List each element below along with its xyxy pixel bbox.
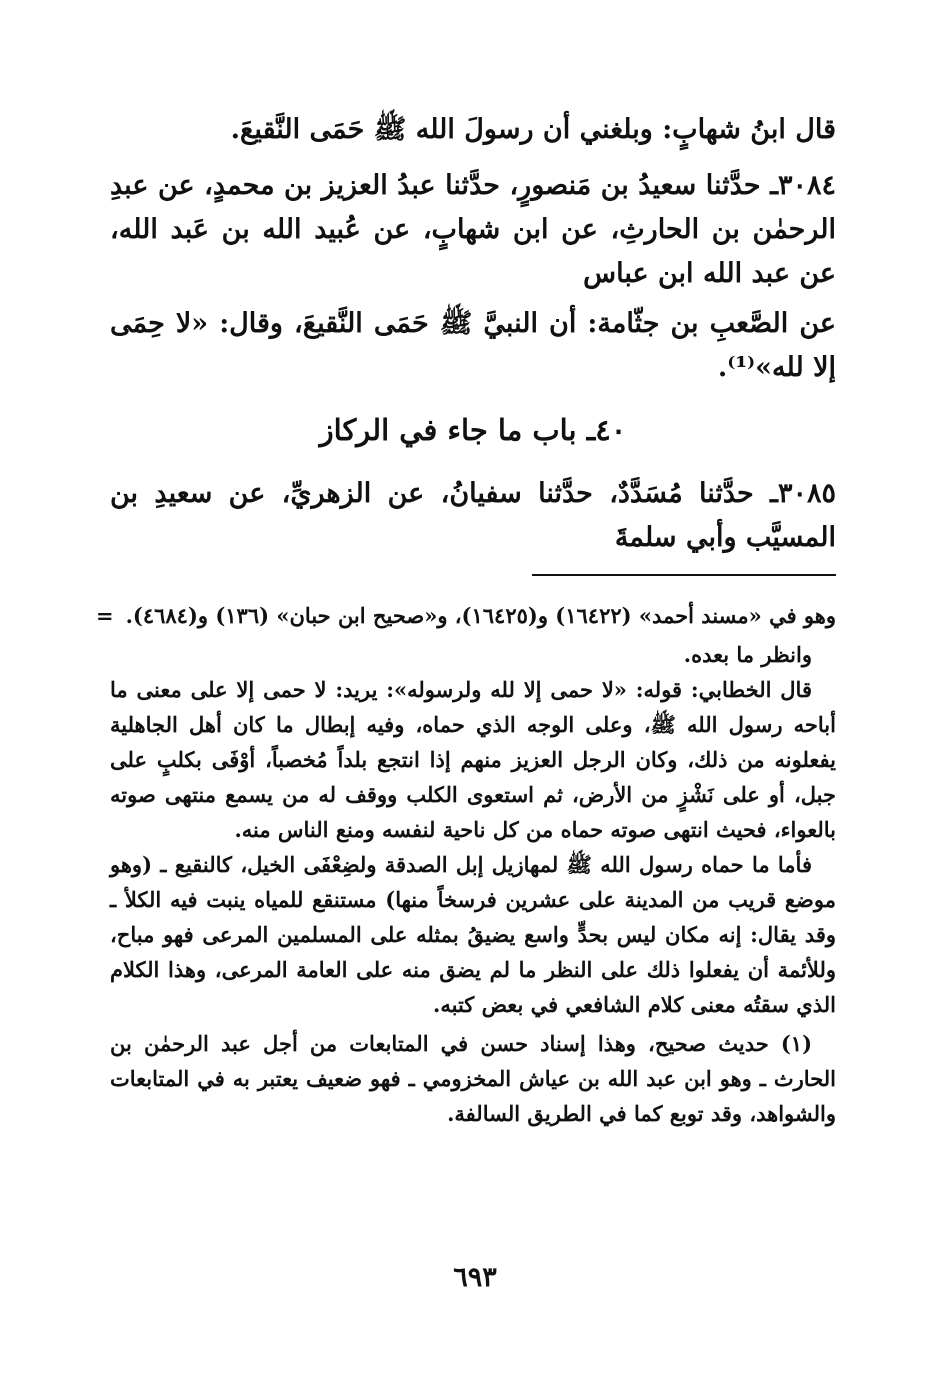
- footnote-khattabi-2: فأما ما حماه رسول الله ﷺ لمهازيل إبل الصدقة ولضِعْفَى الخيل، كالنقيع ـ (وهو موضع قريب من المدينة على عشرين فرسخاً منها) مستنقع للمياه ينبت فيه الكلأ ـ وقد يقال: إنه مكان ليس بحدٍّ واسع يضيقُ بمثله على المسلمين المرعى فهو مباح، وللأئمة أن يفعلوا ذلك على النظر ما لم يضق منه على العامة المرعى، وهذا الكلام الذي سقتُه معنى كلام الشافعي في بعض كتبه.: [110, 852, 836, 1017]
- book-page: [96, 108, 836, 1348]
- hadith-3084-isnad: ٣٠٨٤ـ حدَّثنا سعيدُ بن مَنصورٍ، حدَّثنا عبدُ العزيز بن محمدٍ، عن عبدِ الرحمٰن بن الحارثِ، عن ابن شهابٍ، عن عُبيد الله بن عَبد الله، عن عبد الله ابن عباس: [110, 170, 836, 289]
- hadith-3085-isnad: ٣٠٨٥ـ حدَّثنا مُسَدَّدٌ، حدَّثنا سفيانُ، عن الزهريِّ، عن سعيدِ بن المسيَّب وأبي سلمةَ: [110, 478, 836, 553]
- continuation-mark: =: [96, 603, 114, 628]
- chapter-heading: ٤٠ـ باب ما جاء في الركاز: [319, 413, 627, 447]
- ibn-shihab-line: قال ابنُ شهابٍ: وبلغني أن رسولَ الله ﷺ حَمَى النَّقيعَ.: [230, 114, 836, 145]
- footnote-divider: [532, 574, 836, 576]
- page-number: ٦٩٣: [453, 1262, 497, 1293]
- hadith-3084-matn: عن الصَّعبِ بن جثّامة: أن النبيَّ ﷺ حَمَى النَّقيعَ، وقال: «لا حِمَى إلا لله»⁽¹⁾.: [110, 308, 836, 383]
- footnote-1: (١) حديث صحيح، وهذا إسناد حسن في المتابعات من أجل عبد الرحمٰن بن الحارث ـ وهو ابن عبد الله بن عياش المخزومي ـ فهو ضعيف يعتبر به في المتابعات والشواهد، وقد توبع كما في الطريق السالفة.: [110, 1031, 836, 1126]
- footnote-see-after: وانظر ما بعده.: [683, 642, 812, 667]
- footnote-khattabi-1: قال الخطابي: قوله: «لا حمى إلا لله ولرسوله»: يريد: لا حمى إلا على معنى ما أباحه رسول الله ﷺ، وعلى الوجه الذي حماه، وفيه إبطال ما كان أهل الجاهلية يفعلونه من ذلك، وكان الرجل العزيز منهم إذا انتجع بلداً مُخصباً، أوْفَى بكلبٍ على جبل، أو على نَشْزٍ من الأرض، ثم استعوى الكلب ووقف له من يسمع منتهى صوته بالعواء، فحيث انتهى صوته حماه من كل ناحية لنفسه ومنع الناس منه.: [110, 677, 836, 842]
- footnote-musnad-ref: [96, 598, 836, 633]
- main-text: [110, 108, 836, 560]
- musnad-ref-text: وهو في «مسند أحمد» (١٦٤٢٢) و(١٦٤٢٥)، و«صحيح ابن حبان» (١٣٦) و(٤٦٨٤).: [125, 603, 836, 628]
- footnotes: [96, 598, 836, 1131]
